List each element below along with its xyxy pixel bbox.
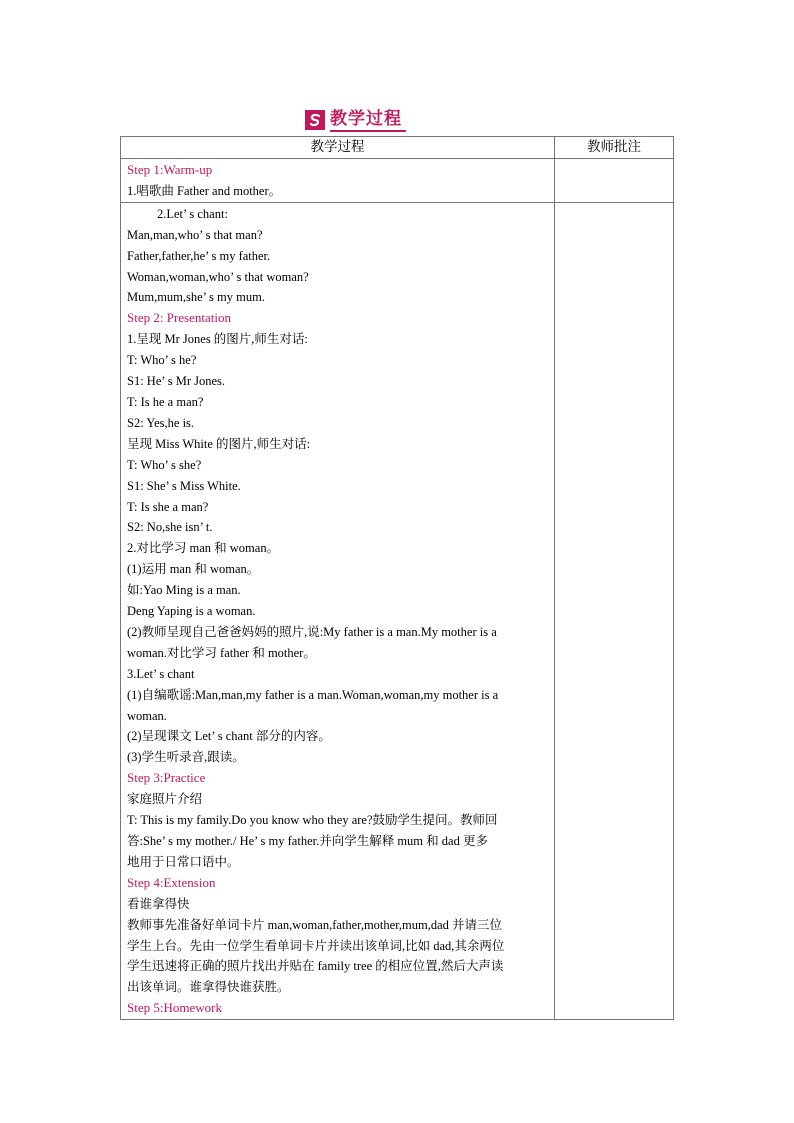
process-cell-warmup [121,159,555,203]
text-line: 家庭照片介绍 [127,792,203,807]
lesson-plan-table [120,136,674,1020]
text-line: 3.Let’ s chant [127,666,195,681]
text-line: Mum,mum,she’ s my mum. [127,290,265,305]
section-heading [305,108,406,132]
text-line: 如:Yao Ming is a man. [127,583,241,598]
table-row [121,159,674,203]
text-line: T: This is my family.Do you know who they are?鼓励学生提问。教师回 [127,813,498,828]
text-line: 2.对比学习 man 和 woman。 [127,541,280,556]
header-teaching-process: 教学过程 [121,137,555,159]
text-line: 学生迅速将正确的照片找出并贴在 family tree 的相应位置,然后大声读 [127,959,504,974]
text-line: T: Is he a man? [127,394,204,409]
text-line: Deng Yaping is a woman. [127,604,256,619]
cell-content [121,203,554,1019]
text-line: 1.唱歌曲 Father and mother。 [127,183,282,198]
text-line: T: Who’ s she? [127,457,202,472]
table-header-row [121,137,674,159]
text-line: (1)自编歌谣:Man,man,my father is a man.Woman,woman,my mother is a [127,687,499,702]
text-line: woman. [127,708,167,723]
text-line: S1: She’ s Miss White. [127,478,241,493]
text-line: (2)呈现课文 Let’ s chant 部分的内容。 [127,729,331,744]
header-teacher-notes: 教师批注 [555,137,674,159]
table-row [121,202,674,1019]
step-heading: Step 2: Presentation [127,310,231,326]
text-line: T: Is she a man? [127,499,209,514]
text-line: Woman,woman,who’ s that woman? [127,269,309,284]
text-line: 出该单词。谁拿得快谁获胜。 [127,980,290,995]
process-cell-main [121,202,555,1019]
text-line: S2: Yes,he is. [127,415,195,430]
text-line: 地用于日常口语中。 [127,854,240,869]
text-line: (2)教师呈现自己爸爸妈妈的照片,说:My father is a man.My mother is a [127,624,497,639]
text-line: Father,father,he’ s my father. [127,248,271,263]
section-logo-icon [305,110,325,130]
text-line: S1: He’ s Mr Jones. [127,374,226,389]
step-heading: Step 5:Homework [127,1000,222,1016]
text-line: S2: No,she isn’ t. [127,520,213,535]
step-heading: Step 4:Extension [127,874,216,890]
text-line: 答:She’ s my mother./ He’ s my father.并向学生解释 mum 和 dad 更多 [127,834,488,848]
text-line: 教师事先准备好单词卡片 man,woman,father,mother,mum,dad 并请三位 [127,917,502,932]
notes-cell [555,159,674,203]
text-line: 2.Let’ s chant: [157,206,228,221]
step-heading: Step 1:Warm-up [127,162,213,177]
text-line: 看谁拿得快 [127,896,190,911]
text-line: T: Who’ s he? [127,353,197,368]
cell-content [121,159,554,202]
notes-cell [555,202,674,1019]
text-line: woman.对比学习 father 和 mother。 [127,645,316,660]
text-line: 呈现 Miss White 的图片,师生对话: [127,436,311,451]
text-line: (1)运用 man 和 woman。 [127,562,260,577]
text-line: 1.呈现 Mr Jones 的图片,师生对话: [127,332,308,347]
text-line: Man,man,who’ s that man? [127,227,263,242]
text-line: 学生上台。先由一位学生看单词卡片并读出该单词,比如 dad,其余两位 [127,938,505,953]
section-title: 教学过程 [330,108,406,132]
step-heading: Step 3:Practice [127,770,206,786]
text-line: (3)学生听录音,跟读。 [127,750,245,765]
